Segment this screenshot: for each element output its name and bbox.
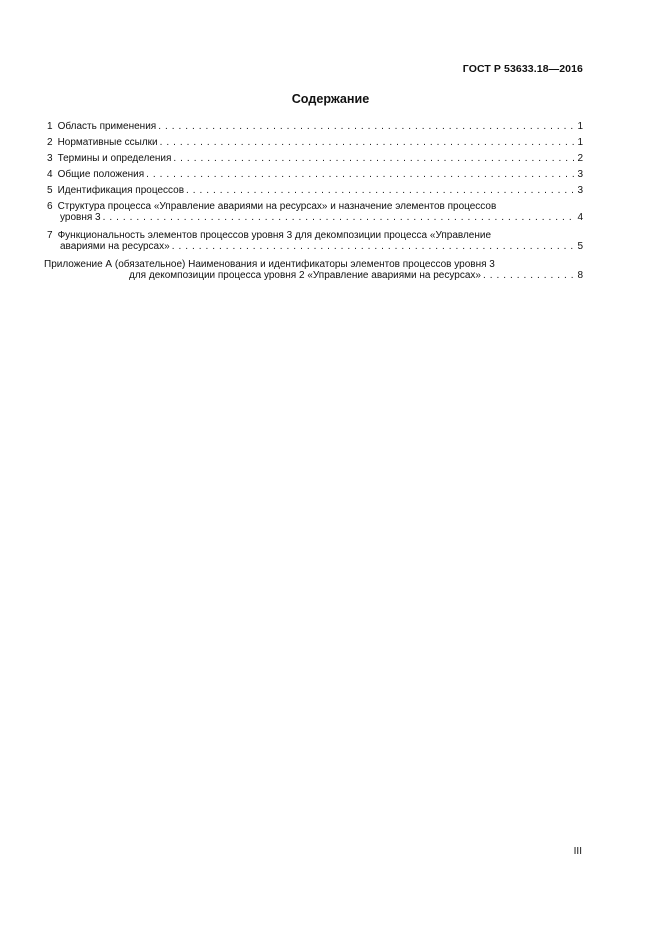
dot-leader — [186, 185, 575, 196]
toc-entry-7[interactable] — [47, 230, 583, 252]
toc-entry-number: 5 — [47, 185, 53, 196]
toc-entry-3[interactable] — [47, 153, 583, 164]
toc-entry-number: 2 — [47, 137, 53, 148]
toc-entry-page: 8 — [577, 270, 583, 281]
toc-entry-text-line1: Структура процесса «Управление авариями на ресурсах» и назначение элементов процессов — [57, 201, 497, 212]
toc-entry-6[interactable] — [47, 201, 583, 223]
dot-leader — [146, 169, 575, 180]
toc-entry-page: 5 — [577, 241, 583, 252]
toc-entry-4[interactable] — [47, 169, 583, 180]
toc-entry-text-line2: для декомпозиции процесса уровня 2 «Управление авариями на ресурсах» — [129, 270, 481, 281]
toc-entry-page: 3 — [577, 185, 583, 196]
toc-entry-number: 4 — [47, 169, 53, 180]
toc-entry-text: Общие положения — [57, 169, 145, 180]
toc-entry-page: 1 — [577, 121, 583, 132]
document-code: ГОСТ Р 53633.18—2016 — [462, 63, 583, 75]
dot-leader — [103, 212, 576, 223]
toc-entry-1[interactable] — [47, 121, 583, 132]
toc-entry-text-line2: уровня 3 — [60, 212, 101, 223]
dot-leader — [173, 153, 575, 164]
toc-entry-text-line1: Приложение А (обязательное) Наименования и идентификаторы элементов процессов уровня 3 — [44, 259, 495, 270]
dot-leader — [160, 137, 576, 148]
page-number: III — [573, 846, 582, 857]
toc-entry-text: Нормативные ссылки — [57, 137, 158, 148]
toc-entry-number: 1 — [47, 121, 53, 132]
toc-entry-number: 7 — [47, 230, 53, 241]
toc-entry-number: 6 — [47, 201, 53, 212]
dot-leader — [158, 121, 575, 132]
toc-entry-2[interactable] — [47, 137, 583, 148]
toc-entry-text-line2: авариями на ресурсах» — [60, 241, 170, 252]
toc-entry-page: 1 — [577, 137, 583, 148]
toc-entry-appendix-a[interactable] — [44, 259, 583, 281]
toc-entry-number: 3 — [47, 153, 53, 164]
toc-entry-page: 3 — [577, 169, 583, 180]
toc-title: Содержание — [291, 92, 370, 106]
toc-entry-page: 2 — [577, 153, 583, 164]
toc-entry-5[interactable] — [47, 185, 583, 196]
table-of-contents — [44, 121, 583, 288]
dot-leader — [483, 270, 575, 281]
toc-entry-text-line1: Функциональность элементов процессов уровня 3 для декомпозиции процесса «Управление — [57, 230, 492, 241]
toc-entry-page: 4 — [577, 212, 583, 223]
toc-entry-text: Термины и определения — [57, 153, 172, 164]
toc-entry-text: Область применения — [57, 121, 157, 132]
dot-leader — [172, 241, 576, 252]
toc-entry-text: Идентификация процессов — [57, 185, 185, 196]
